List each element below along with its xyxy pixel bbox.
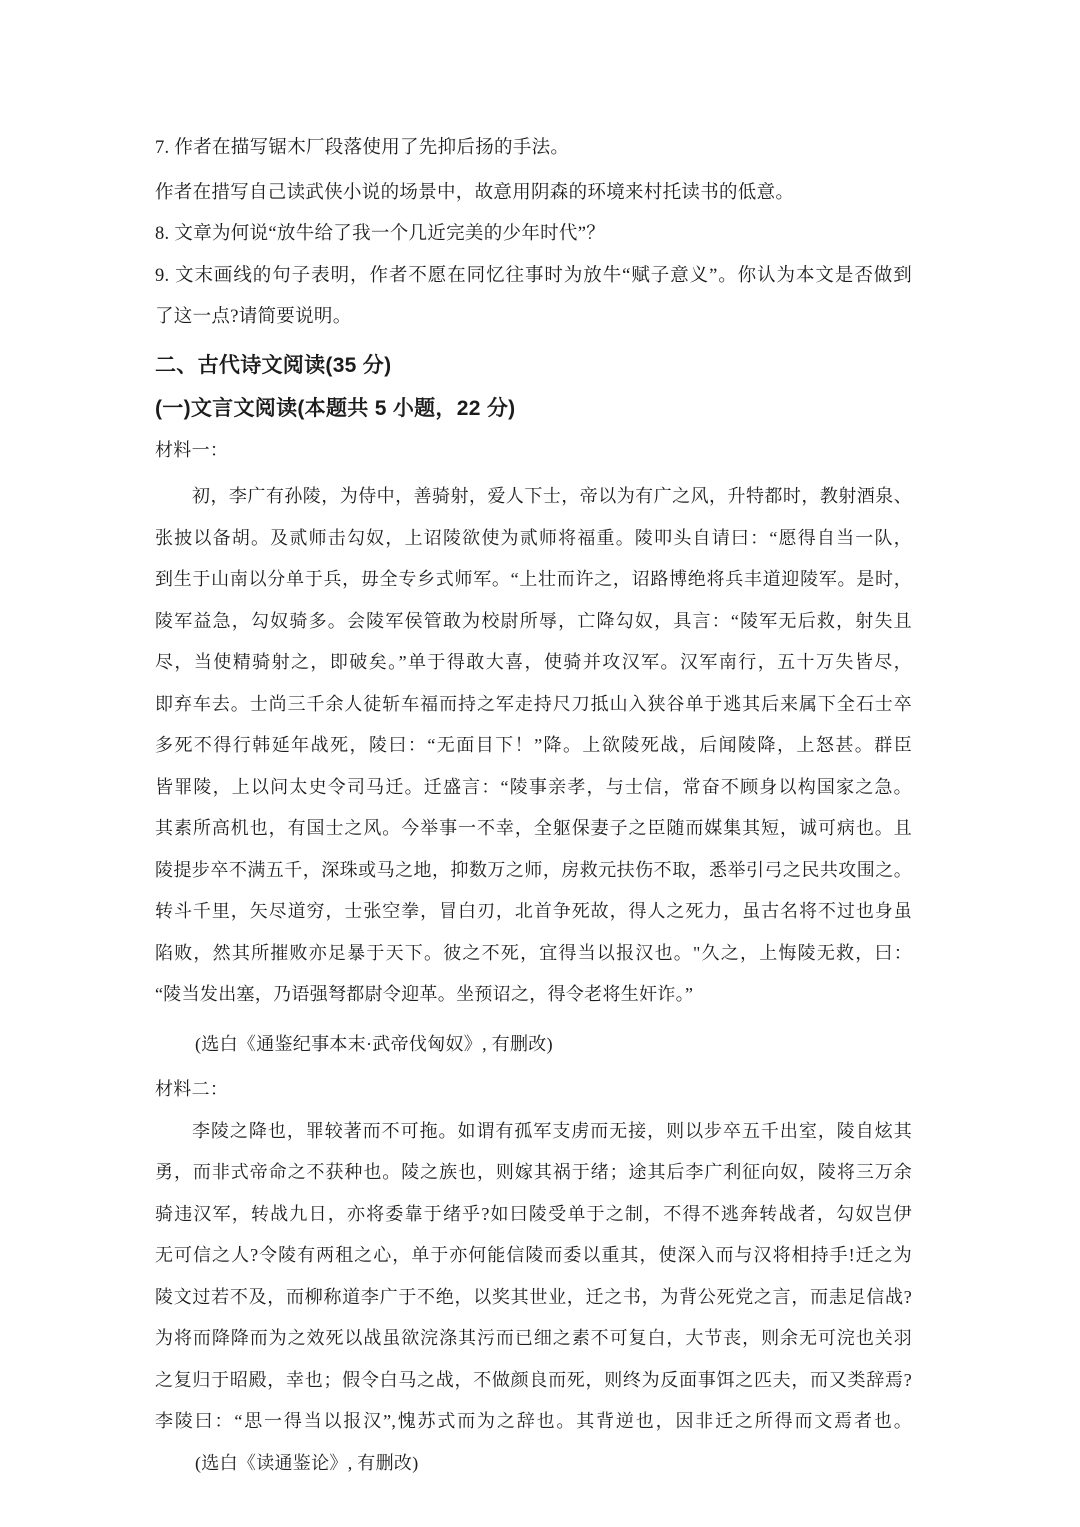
material-two-line: 勇，而非式帝命之不获种也。陵之族也，则嫁其祸于绪；途其后李广利征向奴，陵将三万余 xyxy=(155,1162,912,1182)
material-one-line: “陵当发出塞，乃语强弩都尉令迎革。坐预诏之，得令老将生奸诈。” xyxy=(155,984,694,1004)
material-one-label: 材料一： xyxy=(155,439,229,460)
material-two-line: 之复归于昭殿，幸也；假令白马之战，不做颜良而死，则终为反面事饵之匹夫，而又类辞焉? xyxy=(155,1369,912,1390)
material-two-line: 骑违汉军，转战九日，亦将委靠于绪乎?如曰陵受单于之制，不得不逃奔转战者，勾奴岂伊 xyxy=(155,1203,912,1224)
material-two-line: 无可信之人?令陵有两租之心，单于亦何能信陵而委以重其，使深入而与汉将相持手!迁之为 xyxy=(155,1245,912,1265)
question-9-line-1: 9. 文末画线的句子表明，作者不愿在同忆往事时为放牛“赋子意义”。你认为本文是否做到 xyxy=(155,265,912,286)
question-9-line-2: 了这一点?请简要说明。 xyxy=(155,307,352,327)
material-one-line: 陵提步卒不满五千，深珠或马之地，抑数万之师，房救元扶伤不取，悉举引弓之民共攻围之。 xyxy=(155,859,912,880)
material-one-line: 到生于山南以分单于兵，毋全专乡式师军。“上壮而许之，诏路博绝将兵丰道迎陵军。是时， xyxy=(155,569,912,589)
material-two-label: 材料二： xyxy=(155,1079,229,1099)
material-one-line: 尽，当使精骑射之，即破矣。”单于得敢大喜，使骑并攻汉军。汉军南行，五十万失皆尽， xyxy=(155,652,912,672)
material-one-line: 皆罪陵，上以问太史令司马迁。迁盛言：“陵事亲孝，与士信，常奋不顾身以构国家之急。 xyxy=(155,776,912,797)
material-one-line: 其素所高机也，有国士之风。今举事一不幸，全躯保妻子之臣随而媒集其短，诚可病也。且 xyxy=(155,818,912,838)
material-two-source: (选白《读通鉴论》, 有删改) xyxy=(195,1452,419,1473)
section-title: 二、古代诗文阅读(35 分) xyxy=(155,353,392,377)
material-two-line: 为将而降降而为之效死以战虽欲浣涤其污而已细之素不可复白，大节丧，则余无可浣也关羽 xyxy=(155,1328,912,1348)
material-one-line: 陷败，然其所摧败亦足暴于天下。彼之不死，宜得当以报汉也。"久之，上悔陵无救，曰： xyxy=(155,942,912,963)
material-one-source: (选白《通鉴纪事本末·武帝伐匈奴》, 有删改) xyxy=(195,1033,553,1054)
question-7: 7. 作者在描写锯木厂段落使用了先抑后扬的手法。 xyxy=(155,138,570,158)
material-one-line: 初，李广有孙陵，为侍中，善骑射，爱人下士，帝以为有广之风，升特都时，教射酒泉、 xyxy=(192,486,912,506)
subsection-title: (一)文言文阅读(本题共 5 小题，22 分) xyxy=(155,396,516,420)
document-content xyxy=(155,128,912,1484)
material-one-line: 多死不得行韩延年战死，陵曰：“无面目下！”降。上欲陵死战，后闻陵降，上怒甚。群臣 xyxy=(155,735,912,755)
material-two-line: 李陵之降也，罪较著而不可拖。如谓有孤军支虏而无接，则以步卒五千出室，陵自炫其 xyxy=(192,1120,912,1141)
material-one-line: 陵军益急，勾奴骑多。会陵军侯管敢为校尉所辱，亡降勾奴，具言：“陵军无后救，射失且 xyxy=(155,610,912,631)
material-two-line: 陵文过若不及，而柳称道李广于不绝，以奖其世业，迁之书，为背公死党之言，而恚足信战? xyxy=(155,1286,912,1307)
question-7-note: 作者在措写自己读武侠小说的场景中，故意用阴森的环境来村托读书的低意。 xyxy=(155,182,795,203)
material-two-line: 李陵曰：“思一得当以报汉”,愧苏式而为之辞也。其背逆也，因非迁之所得而文焉者也。 xyxy=(155,1411,912,1431)
material-one-line: 即弃车去。士尚三千余人徒斩车福而持之军走持尺刀抵山入狭谷单于逃其后来属下全石士卒 xyxy=(155,693,912,714)
material-one-line: 张披以备胡。及贰师击勾奴，上诏陵欲使为贰师将福重。陵叩头自请曰：“愿得自当一队， xyxy=(155,527,912,548)
question-8: 8. 文章为何说“放牛给了我一个几近完美的少年时代”？ xyxy=(155,224,606,244)
material-one-line: 转斗千里，矢尽道穷，士张空拳，冒白刃，北首争死故，得人之死力，虽古名将不过也身虽 xyxy=(155,901,912,921)
